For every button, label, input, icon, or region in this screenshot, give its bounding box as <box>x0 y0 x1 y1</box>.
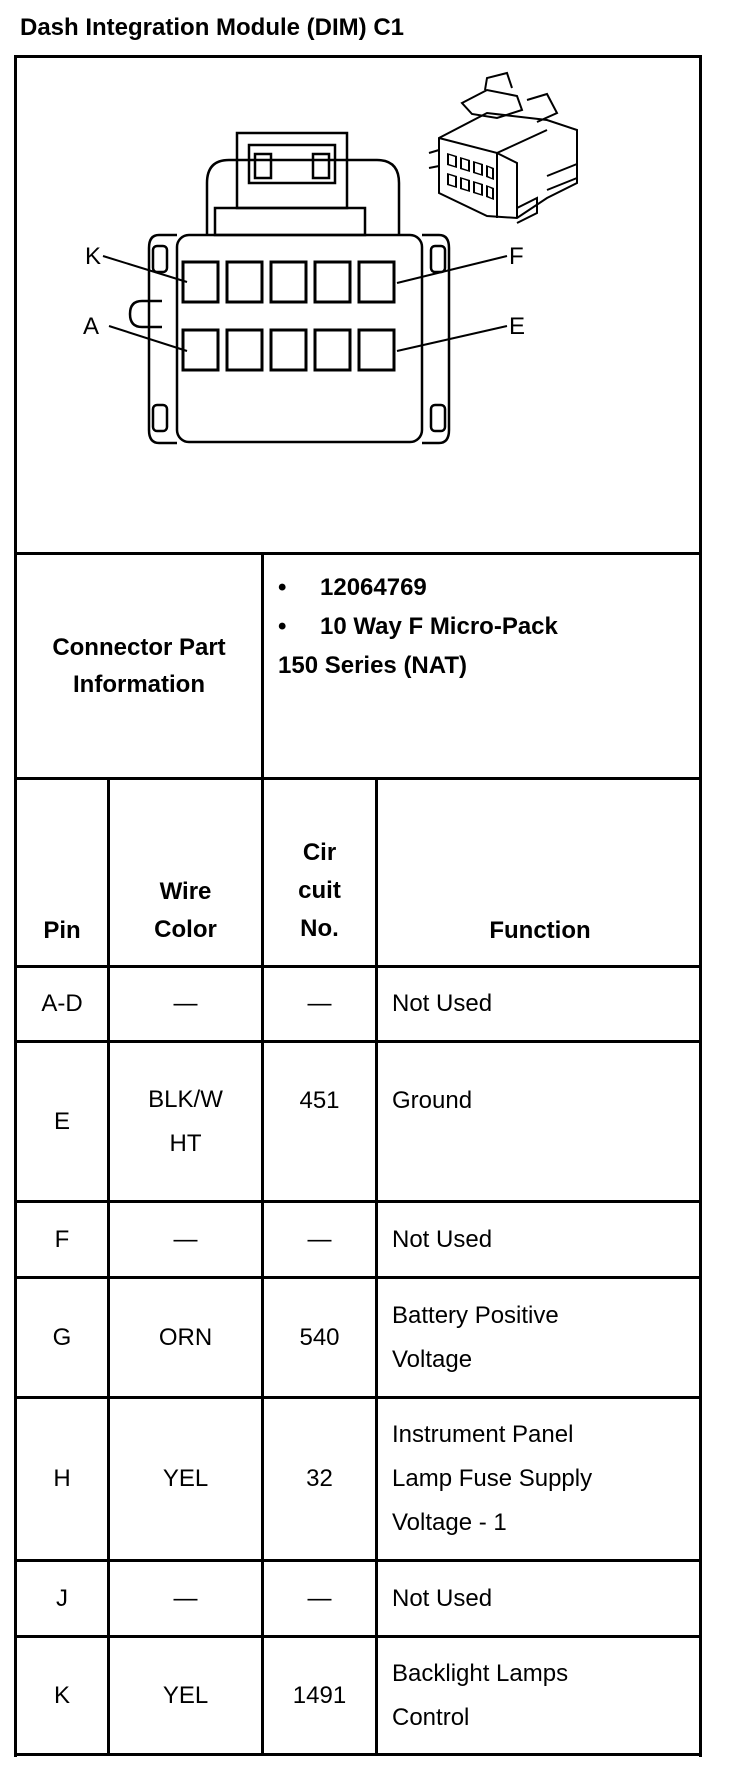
header-wire-color-line1: Wire <box>159 878 212 905</box>
page-title: Dash Integration Module (DIM) C1 <box>20 14 404 41</box>
header-wire-color-line2: Color <box>154 916 217 943</box>
table-row-color: YEL <box>162 1465 209 1492</box>
table-row-function: Not Used <box>392 1584 493 1612</box>
table-row-circuit: — <box>307 990 332 1017</box>
header-circuit-line1: Cir <box>302 839 337 866</box>
series: 150 Series (NAT) <box>278 652 467 679</box>
function-line: Battery Positive <box>392 1301 559 1329</box>
table-row-pin: G <box>52 1323 72 1351</box>
table-row-function: Not Used <box>392 990 493 1017</box>
table-row-color: — <box>173 1584 198 1612</box>
divider <box>14 777 702 780</box>
table-row-circuit: 1491 <box>292 1681 347 1709</box>
table-row-color: YEL <box>162 1681 209 1709</box>
function-line: Lamp Fuse Supply <box>392 1465 593 1492</box>
table-row-pin: H <box>53 1465 71 1492</box>
connector-info-values <box>278 568 558 685</box>
connector-diagram <box>17 58 699 553</box>
table-row-color: ORN <box>158 1323 213 1351</box>
table-row-function <box>392 1399 697 1559</box>
table-row-pin: F <box>54 1225 70 1253</box>
header-pin: Pin <box>43 917 81 944</box>
function-line: Voltage - 1 <box>392 1509 507 1536</box>
table-row-circuit: 32 <box>306 1465 333 1492</box>
table-row-circuit: — <box>307 1225 332 1253</box>
label-a: A <box>83 313 100 340</box>
table-row-pin: K <box>53 1681 70 1709</box>
table-row-function: Ground <box>392 1086 473 1114</box>
function-line: Instrument Panel <box>392 1421 574 1448</box>
table-row-function <box>392 1279 697 1396</box>
table-row-circuit: 451 <box>299 1086 340 1114</box>
header-function: Function <box>489 917 591 944</box>
table-row-function: Not Used <box>392 1225 493 1253</box>
connector-info-label-line1: Connector Part <box>52 634 226 661</box>
connector-type: 10 Way F Micro-Pack <box>320 613 558 640</box>
header-circuit-no <box>264 834 375 948</box>
divider <box>14 1753 702 1756</box>
table-row-pin: A-D <box>41 990 83 1017</box>
connector-iso-view <box>429 73 577 223</box>
table-row-color <box>110 1043 261 1200</box>
table-row-pin: E <box>53 1107 70 1135</box>
label-k: K <box>85 243 102 270</box>
function-line: Backlight Lamps <box>392 1659 569 1687</box>
label-f: F <box>509 243 524 270</box>
table-row-color: — <box>173 990 198 1017</box>
function-line: Control <box>392 1703 470 1731</box>
table-row-function <box>392 1638 697 1753</box>
header-circuit-line2: cuit <box>298 877 341 904</box>
header-circuit-line3: No. <box>300 915 339 942</box>
label-e: E <box>509 313 526 340</box>
header-wire-color <box>110 873 261 949</box>
color-line: BLK/W <box>148 1085 223 1113</box>
bullet: • <box>278 613 287 640</box>
color-line: HT <box>169 1129 202 1157</box>
connector-info-label <box>17 555 261 777</box>
connector-info-label-line2: Information <box>73 671 205 698</box>
table-row-circuit: 540 <box>299 1323 340 1351</box>
table-row-pin: J <box>56 1584 68 1612</box>
part-number: 12064769 <box>320 574 427 601</box>
table-row-color: — <box>173 1225 198 1253</box>
bullet: • <box>278 574 287 601</box>
table-row-circuit: — <box>307 1584 332 1612</box>
function-line: Voltage <box>392 1345 473 1373</box>
